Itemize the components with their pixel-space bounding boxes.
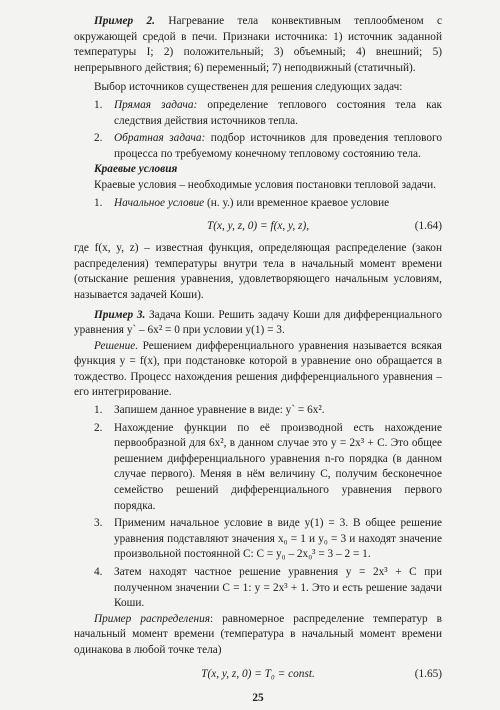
condition-text: (н. у.) или временное краевое условие <box>204 196 390 209</box>
list-item: 2. Обратная задача: подбор источников для проведения теплового процесса по требуемому конечному тепловому состоянию тела. <box>94 132 442 160</box>
equation-1-65 <box>74 665 442 683</box>
solution-label: Решение. <box>94 339 139 352</box>
equation-expression: T(x, y, z, 0) = f(x, y, z), <box>206 220 310 233</box>
condition-label: Начальное условие <box>114 196 205 209</box>
task-label: Обратная задача: <box>114 132 206 145</box>
function-definition-paragraph: где f(x, y, z) – известная функция, определяющая распределение (закон распределения) температуры внутри тела в начальный момент времени (отыскание решения уравнения, удовлетворяющего начальным условиям, называется задачей Коши). <box>74 242 442 301</box>
equation-expression: T(x, y, z, 0) = T₀ = const. <box>201 667 315 680</box>
list-item: 4. Затем находят частное решение уравнения y = 2x³ + C при полученном значении C = 1: y = 2x³ + 1. Это и есть решение задачи Коши. <box>94 566 442 610</box>
equation-number: (1.64) <box>414 220 442 233</box>
list-item: 1. Запишем данное уравнение в виде: y` = 6x². <box>94 404 325 417</box>
equation-number: (1.65) <box>414 667 442 680</box>
task-list <box>74 98 442 162</box>
task-text: определение теплового состояния тела как следствия действия источников тепла. <box>114 98 442 127</box>
list-item: 1. Начальное условие (н. у.) или временное краевое условие <box>94 196 390 209</box>
example-2-label: Пример 2. <box>94 15 155 27</box>
example-2-paragraph <box>74 14 442 76</box>
source-choice-paragraph: Выбор источников существенен для решения следующих задач: <box>94 81 403 94</box>
example-3-paragraph <box>74 308 442 339</box>
solution-text: Решением дифференциального уравнения называется всякая функция y = f(x), при подстановке которой в уравнение оно обращается в тождество. Процесс нахождения решения дифференциального уравнения – его интегрирование. <box>74 339 442 399</box>
distribution-example-text: : равномерное распределение температур в начальный момент времени (температура в начальный момент времени одинакова в любой точке тела) <box>74 612 442 656</box>
list-item: 1. Прямая задача: определение теплового состояния тела как следствия действия источников тепла. <box>94 98 442 127</box>
distribution-example-label: Пример распределения <box>94 612 210 625</box>
example-2-text: Нагревание тела конвективным теплообменом с окружающей средой в печи. Признаки источника: 1) источник заданной температуры I; 2) положительный; 3) объемный; 4) внешний; 5) непрерывного действия; 6) переменный; 7) неподвижный (статичный). <box>74 15 442 74</box>
equation-1-64 <box>74 217 442 235</box>
boundary-conditions-paragraph: Краевые условия – необходимые условия постановки тепловой задачи. <box>94 178 436 191</box>
task-text: подбор источников для проведения теплового процесса по требуемому конечному тепловому состоянию тела. <box>114 132 442 160</box>
example-3-label: Пример 3. <box>94 308 146 321</box>
list-item: 3. Применим начальное условие в виде y(1) = 3. В общее решение уравнения подставляют значения x₀ = 1 и y₀ = 3 и находят значение произвольной постоянной C: C = y₀ – 2x₀³ = 3 – 2 = 1. <box>94 517 442 561</box>
condition-list <box>74 196 442 212</box>
example-3-text: Задача Коши. Решить задачу Коши для дифференциального уравнения y` – 6x² = 0 при условии y(1) = 3. <box>74 308 442 337</box>
solution-steps <box>74 403 442 612</box>
distribution-example-paragraph <box>74 612 442 659</box>
list-item: 2. Нахождение функции по её производной есть нахождение первообразной для 6x², в данном случае это y = 2x³ + C. Это общее решением дифференциального уравнения n-го порядка (в данном случае первого). Меняя в нём величину C, получим бесконечное семейство решений дифференциального уравнения первого порядка. <box>94 421 442 512</box>
task-label: Прямая задача: <box>114 98 198 111</box>
section-heading: Краевые условия <box>94 163 178 176</box>
solution-paragraph <box>74 339 442 401</box>
page-number: 25 <box>252 691 264 704</box>
